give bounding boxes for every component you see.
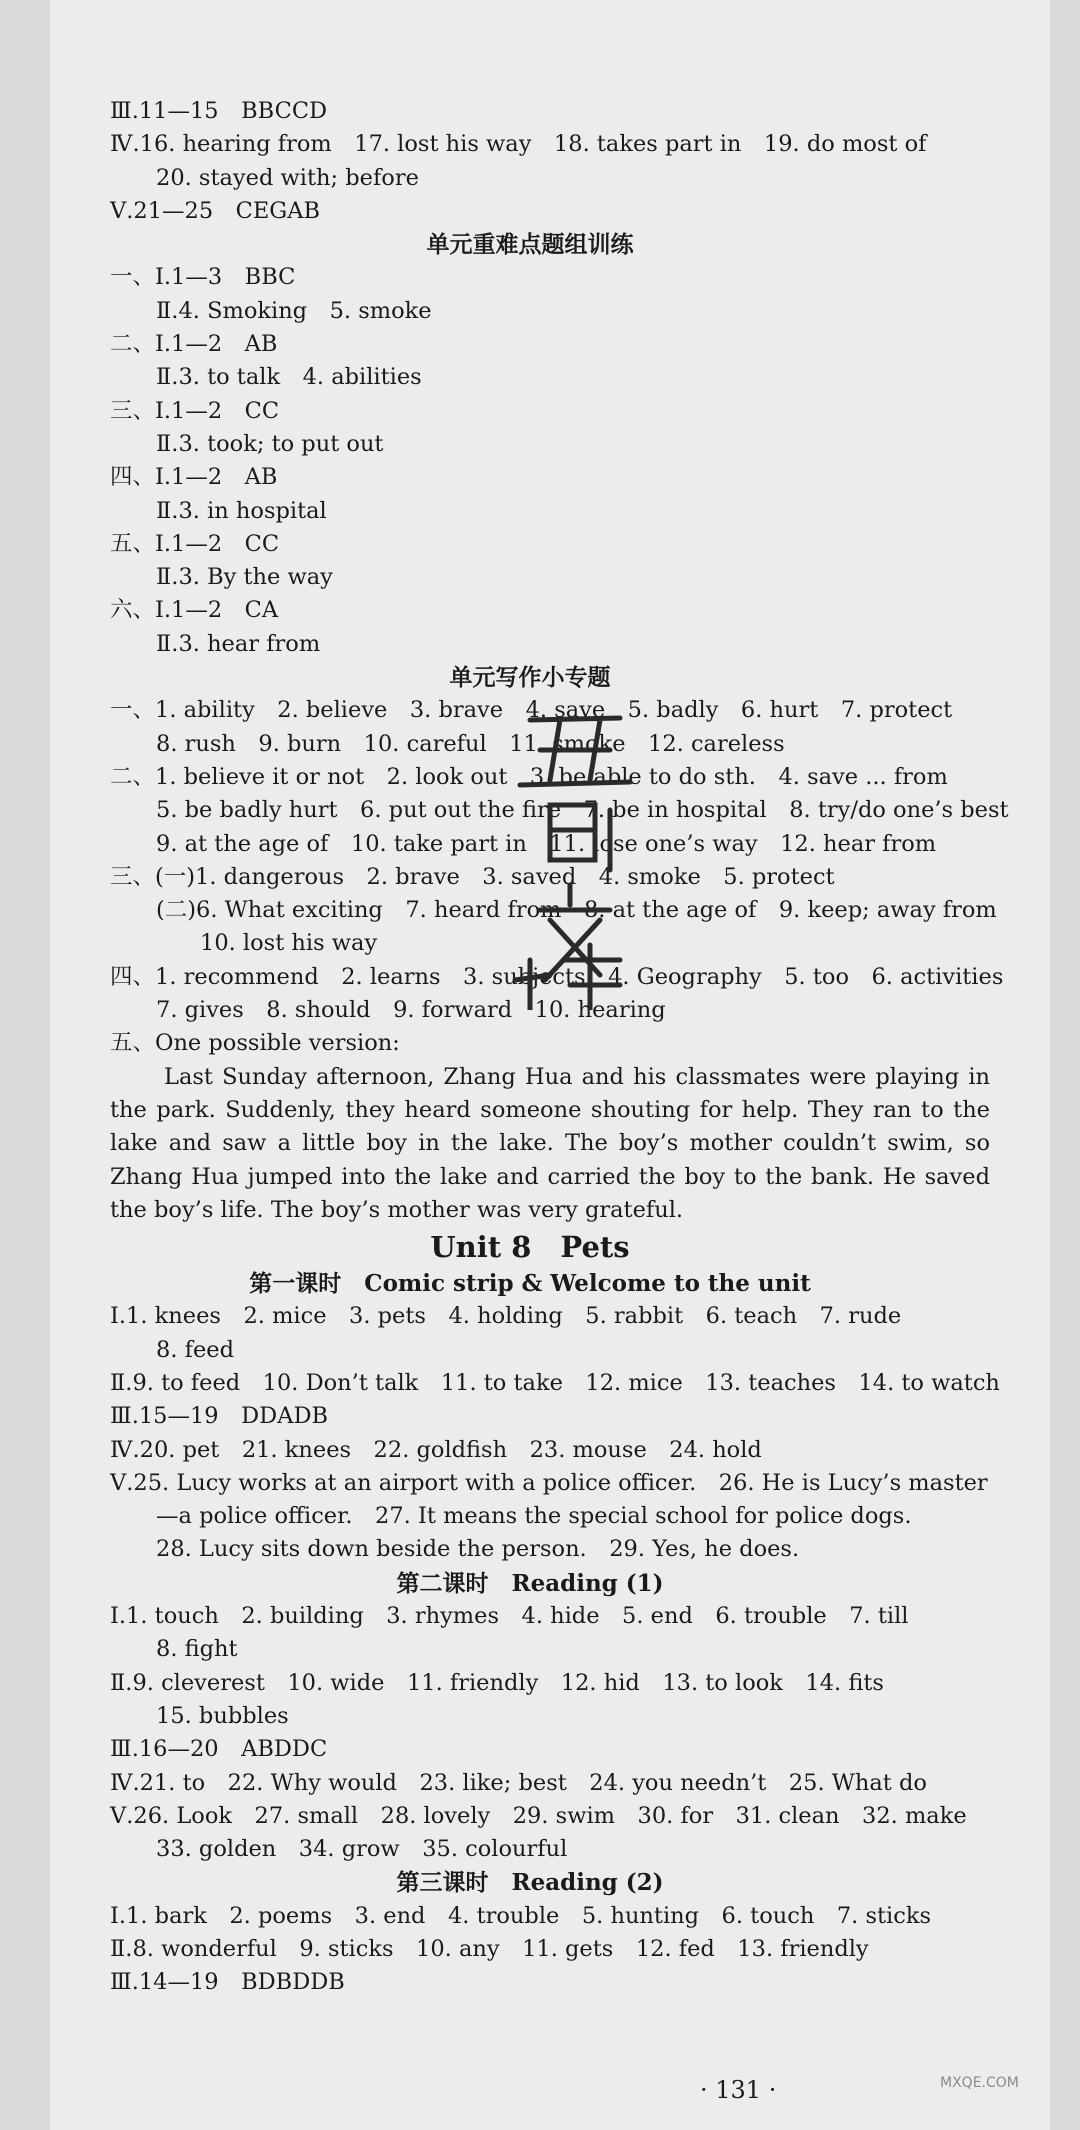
section-heading: 第二课时 Reading (1): [396, 1569, 664, 1597]
answer-line: 二、Ⅰ.1—2 AB: [110, 331, 278, 358]
section-heading: 第一课时 Comic strip & Welcome to the unit: [249, 1270, 811, 1298]
answers-block-2: [110, 1267, 1010, 2000]
answer-line: Ⅴ.26. Look 27. small 28. lovely 29. swim 30. for 31. clean 32. make: [110, 1802, 967, 1829]
answer-line: Ⅱ.4. Smoking 5. smoke: [156, 297, 432, 324]
answer-line: 8. feed: [156, 1336, 234, 1363]
section-heading: 单元重难点题组训练: [426, 231, 634, 259]
answer-line: (二)6. What exciting 7. heard from 8. at the age of 9. keep; away from: [156, 897, 997, 924]
answer-line: Ⅲ.16—20 ABDDC: [110, 1736, 328, 1763]
answer-line: Ⅳ.16. hearing from 17. lost his way 18. takes part in 19. do most of: [110, 131, 927, 158]
corner-watermark: MXQE.COM: [940, 2075, 1019, 2091]
answer-line: Ⅱ.3. hear from: [156, 630, 321, 657]
answer-line: 33. golden 34. grow 35. colourful: [156, 1836, 568, 1863]
unit-title: Unit 8 Pets: [430, 1230, 630, 1265]
answer-line: 9. at the age of 10. take part in 11. lose one’s way 12. hear from: [156, 830, 937, 857]
answer-line: 三、(一)1. dangerous 2. brave 3. saved 4. smoke 5. protect: [110, 863, 835, 890]
answer-line: 8. rush 9. burn 10. careful 11. smoke 12. careless: [156, 730, 785, 757]
handwritten-watermark-stamp: [470, 710, 690, 1010]
answer-line: Ⅴ.21—25 CEGAB: [110, 197, 321, 224]
answer-line: 二、1. believe it or not 2. look out 3. be able to do sth. 4. save ... from: [110, 763, 948, 790]
answer-line: 五、Ⅰ.1—2 CC: [110, 530, 280, 557]
answer-line: 10. lost his way: [200, 930, 378, 957]
answer-line: Ⅱ.8. wonderful 9. sticks 10. any 11. gets 12. fed 13. friendly: [110, 1936, 869, 1963]
answer-line: Ⅱ.9. cleverest 10. wide 11. friendly 12. hid 13. to look 14. fits: [110, 1669, 884, 1696]
answer-line: 四、1. recommend 2. learns 3. subjects 4. Geography 5. too 6. activities: [110, 963, 1004, 990]
page-number: · 131 ·: [700, 2076, 777, 2104]
answer-line: 六、Ⅰ.1—2 CA: [110, 597, 279, 624]
answer-line: Ⅱ.3. By the way: [156, 564, 333, 591]
answer-line: 一、Ⅰ.1—3 BBC: [110, 264, 296, 291]
answer-line: 8. fight: [156, 1636, 238, 1663]
answer-line: Ⅰ.1. bark 2. poems 3. end 4. trouble 5. hunting 6. touch 7. sticks: [110, 1902, 932, 1929]
answer-line: 7. gives 8. should 9. forward 10. hearing: [156, 997, 666, 1024]
answer-line: Ⅱ.3. to talk 4. abilities: [156, 364, 422, 391]
section-heading: 第三课时 Reading (2): [396, 1869, 664, 1897]
answer-line: Ⅱ.9. to feed 10. Don’t talk 11. to take 12. mice 13. teaches 14. to watch: [110, 1369, 1000, 1396]
answer-line: —a police officer. 27. It means the special school for police dogs.: [156, 1503, 912, 1530]
answer-line: Ⅱ.3. took; to put out: [156, 430, 384, 457]
answer-line: Ⅳ.20. pet 21. knees 22. goldfish 23. mouse 24. hold: [110, 1436, 762, 1463]
answer-line: 20. stayed with; before: [156, 164, 419, 191]
answer-line: Ⅱ.3. in hospital: [156, 497, 327, 524]
answer-line: Ⅲ.14—19 BDBDDB: [110, 1969, 345, 1996]
answer-line: Ⅰ.1. knees 2. mice 3. pets 4. holding 5. rabbit 6. teach 7. rude: [110, 1303, 902, 1330]
answer-line: 15. bubbles: [156, 1702, 289, 1729]
answer-line: 四、Ⅰ.1—2 AB: [110, 464, 278, 491]
section-heading: 单元写作小专题: [449, 664, 611, 692]
answer-line: 五、One possible version:: [110, 1030, 400, 1057]
essay-paragraph: Last Sunday afternoon, Zhang Hua and his classmates were playing in the park. Suddenly, they heard someone shouting for help. They ran to the lake and saw a little boy in the lake. The boy’s mother couldn’t swim, so Zhang Hua jumped into the lake and carried the boy to the bank. He saved the boy’s life. The boy’s mother was very grateful.: [110, 1063, 990, 1223]
answer-line: 三、Ⅰ.1—2 CC: [110, 397, 280, 424]
answer-line: Ⅰ.1. touch 2. building 3. rhymes 4. hide 5. end 6. trouble 7. till: [110, 1603, 909, 1630]
answer-line: 一、1. ability 2. believe 3. brave 4. save 5. badly 6. hurt 7. protect: [110, 697, 953, 724]
answer-line: Ⅲ.15—19 DDADB: [110, 1403, 329, 1430]
answer-line: Ⅳ.21. to 22. Why would 23. like; best 24. you needn’t 25. What do: [110, 1769, 927, 1796]
answer-line: Ⅴ.25. Lucy works at an airport with a police officer. 26. He is Lucy’s master: [110, 1469, 988, 1496]
answer-line: 5. be badly hurt 6. put out the fire 7. be in hospital 8. try/do one’s best: [156, 797, 1009, 824]
answer-content: [110, 95, 1010, 2000]
answer-line: Ⅲ.11—15 BBCCD: [110, 98, 328, 124]
answer-line: 28. Lucy sits down beside the person. 29. Yes, he does.: [156, 1536, 800, 1563]
